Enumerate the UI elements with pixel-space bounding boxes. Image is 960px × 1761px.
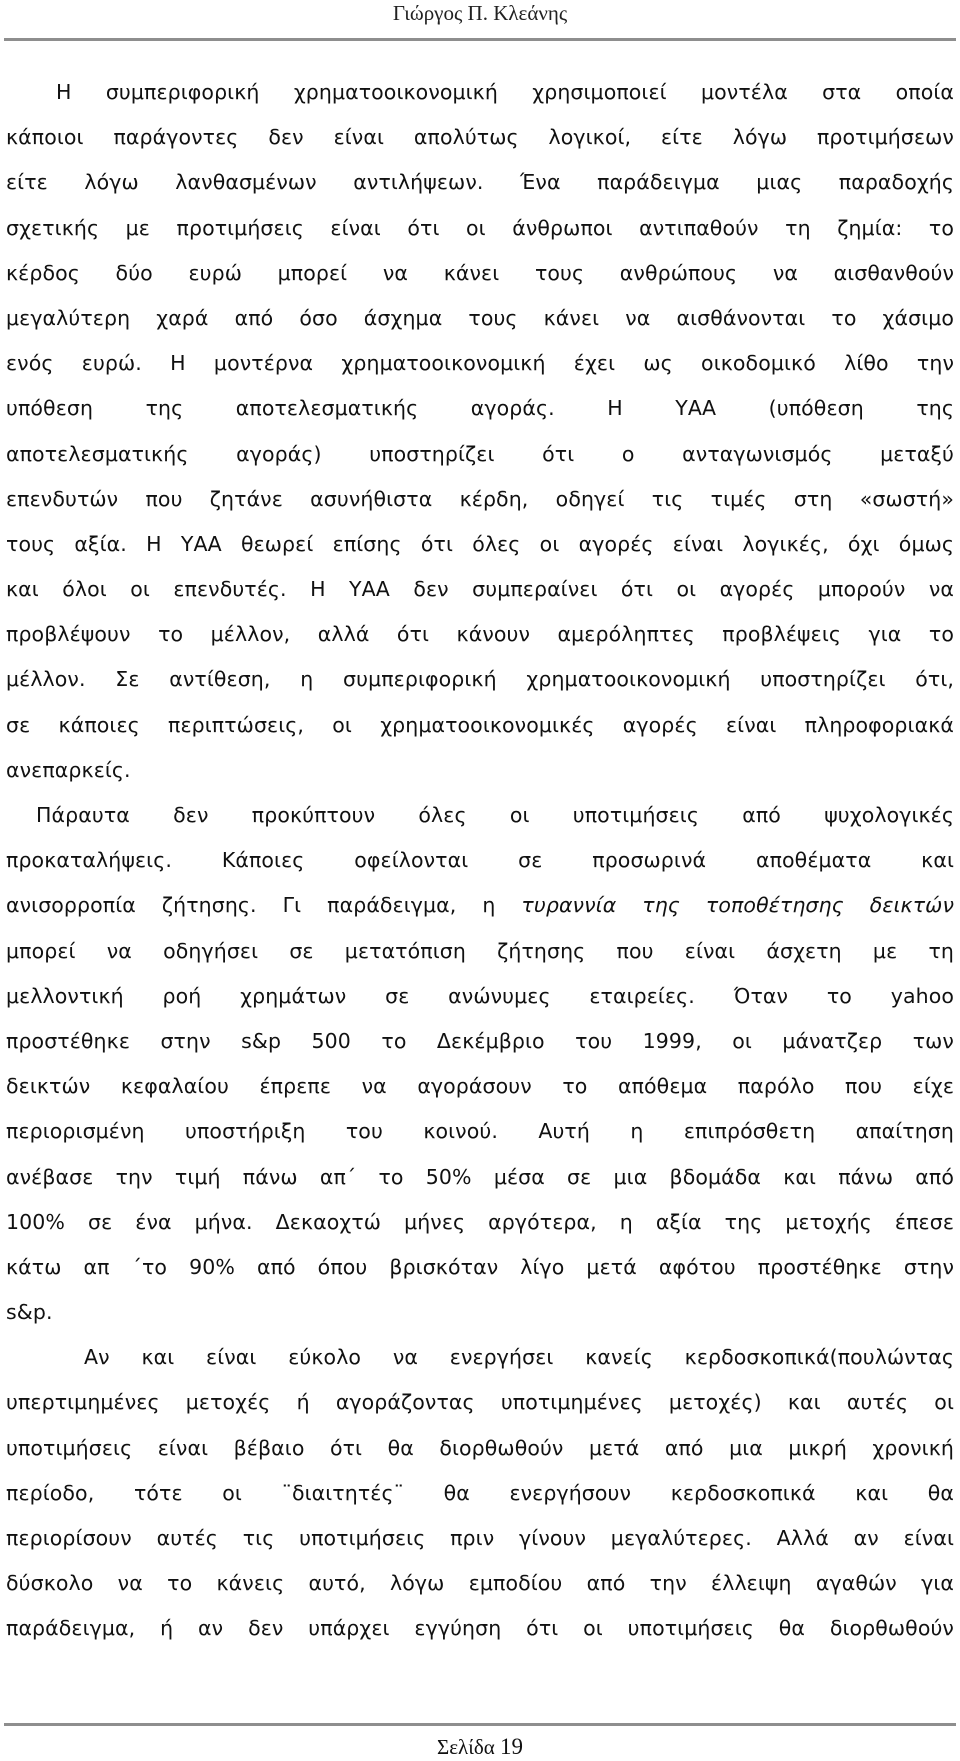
text-run: ανισορροπία ζήτησης. Γι παράδειγμα, η: [6, 893, 522, 918]
text-line: δύσκολο να το κάνεις αυτό, λόγω εμποδίου από την έλλειψη αγαθών για: [6, 1571, 954, 1596]
text-line: κάποιοι παράγοντες δεν είναι απολύτως λογικοί, είτε λόγω προτιμήσεων: [6, 125, 954, 150]
text-line: κάτω απ ΄το 90% από όπου βρισκόταν λίγο μετά αφότου προστέθηκε στην: [6, 1254, 954, 1279]
text-line: δεικτών κεφαλαίου έπρεπε να αγοράσουν το απόθεμα παρόλο που είχε: [6, 1074, 954, 1099]
text-line: περιορίσουν αυτές τις υποτιμήσεις πριν γίνουν μεγαλύτερες. Αλλά αν είναι: [6, 1526, 954, 1550]
text-line: Αν και είναι εύκολο να ενεργήσει κανείς κερδοσκοπικά(πουλώντας: [84, 1345, 954, 1370]
text-line: υπερτιμημένες μετοχές ή αγοράζοντας υποτιμημένες μετοχές) και αυτές οι: [6, 1390, 954, 1415]
text-line: επενδυτών που ζητάνε ασυνήθιστα κέρδη, οδηγεί τις τιμές στη «σωστή»: [6, 486, 954, 511]
body-text: [6, 70, 954, 1652]
text-line: μέλλον. Σε αντίθεση, η συμπεριφορική χρηματοοικονομική υποστηρίζει ότι,: [6, 667, 954, 692]
paragraph-2: [6, 793, 954, 1335]
header-divider: [4, 38, 956, 41]
text-line: μπορεί να οδηγήσει σε μετατόπιση ζήτησης που είναι άσχετη με τη: [6, 938, 954, 963]
text-line: s&p.: [6, 1300, 53, 1325]
text-line: Η συμπεριφορική χρηματοοικονομική χρησιμοποιεί μοντέλα στα οποία: [56, 80, 954, 104]
text-line: υποτιμήσεις είναι βέβαιο ότι θα διορθωθούν μετά από μια μικρή χρονική: [6, 1435, 954, 1460]
text-line: παράδειγμα, ή αν δεν υπάρχει εγγύηση ότι οι υποτιμήσεις θα διορθωθούν: [6, 1616, 954, 1641]
page-number: [0, 1734, 960, 1760]
text-line: σχετικής με προτιμήσεις είναι ότι οι άνθρωποι αντιπαθούν τη ζημία: το: [6, 215, 954, 240]
text-line: αποτελεσματικής αγοράς) υποστηρίζει ότι ο ανταγωνισμός μεταξύ: [6, 441, 954, 466]
footer-divider: [4, 1723, 956, 1726]
text-line: υπόθεση της αποτελεσματικής αγοράς. Η ΥΑΑ (υπόθεση της: [6, 396, 954, 421]
text-line: και όλοι οι επενδυτές. Η ΥΑΑ δεν συμπεραίνει ότι οι αγορές μπορούν να: [6, 577, 954, 602]
text-line: περιορισμένη υποστήριξη του κοινού. Αυτή η επιπρόσθετη απαίτηση: [6, 1119, 954, 1144]
text-line: προστέθηκε στην s&p 500 το Δεκέμβριο του 1999, οι μάνατζερ των: [6, 1028, 954, 1053]
text-line: κέρδος δύο ευρώ μπορεί να κάνει τους ανθρώπους να αισθανθούν: [6, 260, 954, 285]
text-line: ενός ευρώ. Η μοντέρνα χρηματοοικονομική έχει ως οικοδομικό λίθο την: [6, 351, 954, 376]
text-line: τους αξία. Η ΥΑΑ θεωρεί επίσης ότι όλες οι αγορές είναι λογικές, όχι όμως: [6, 531, 954, 556]
text-line: Πάραυτα δεν προκύπτουν όλες οι υποτιμήσεις από ψυχολογικές: [36, 803, 954, 827]
text-line: προβλέψουν το μέλλον, αλλά ότι κάνουν αμερόληπτες προβλέψεις για το: [6, 622, 954, 647]
text-line: περίοδο, τότε οι ¨διαιτητές¨ θα ενεργήσουν κερδοσκοπικά και θα: [6, 1480, 954, 1505]
italic-phrase: τυραννία της τοποθέτησης δεικτών: [521, 893, 955, 918]
text-line-with-emphasis: [6, 883, 954, 928]
text-line: ανέβασε την τιμή πάνω απ΄ το 50% μέσα σε μια βδομάδα και πάνω από: [6, 1164, 954, 1189]
text-line: 100% σε ένα μήνα. Δεκαοχτώ μήνες αργότερα, η αξία της μετοχής έπεσε: [6, 1209, 954, 1234]
paragraph-3: [6, 1335, 954, 1651]
text-line: μελλοντική ροή χρημάτων σε ανώνυμες εταιρείες. Όταν το yahoo: [6, 983, 954, 1008]
page-number-value: 19: [500, 1734, 524, 1759]
text-line: ανεπαρκείς.: [6, 757, 131, 782]
text-line: είτε λόγω λανθασμένων αντιλήψεων. Ένα παράδειγμα μιας παραδοχής: [6, 170, 954, 195]
text-line: προκαταλήψεις. Κάποιες οφείλονται σε προσωρινά αποθέματα και: [6, 848, 954, 873]
paragraph-1: [6, 70, 954, 793]
running-header-author: Γιώργος Π. Κλεάνης: [392, 1, 568, 25]
page-label: Σελίδα: [436, 1735, 495, 1759]
text-line: μεγαλύτερη χαρά από όσο άσχημα τους κάνει να αισθάνονται το χάσιμο: [6, 305, 954, 330]
text-line: σε κάποιες περιπτώσεις, οι χρηματοοικονομικές αγορές είναι πληροφοριακά: [6, 712, 954, 737]
